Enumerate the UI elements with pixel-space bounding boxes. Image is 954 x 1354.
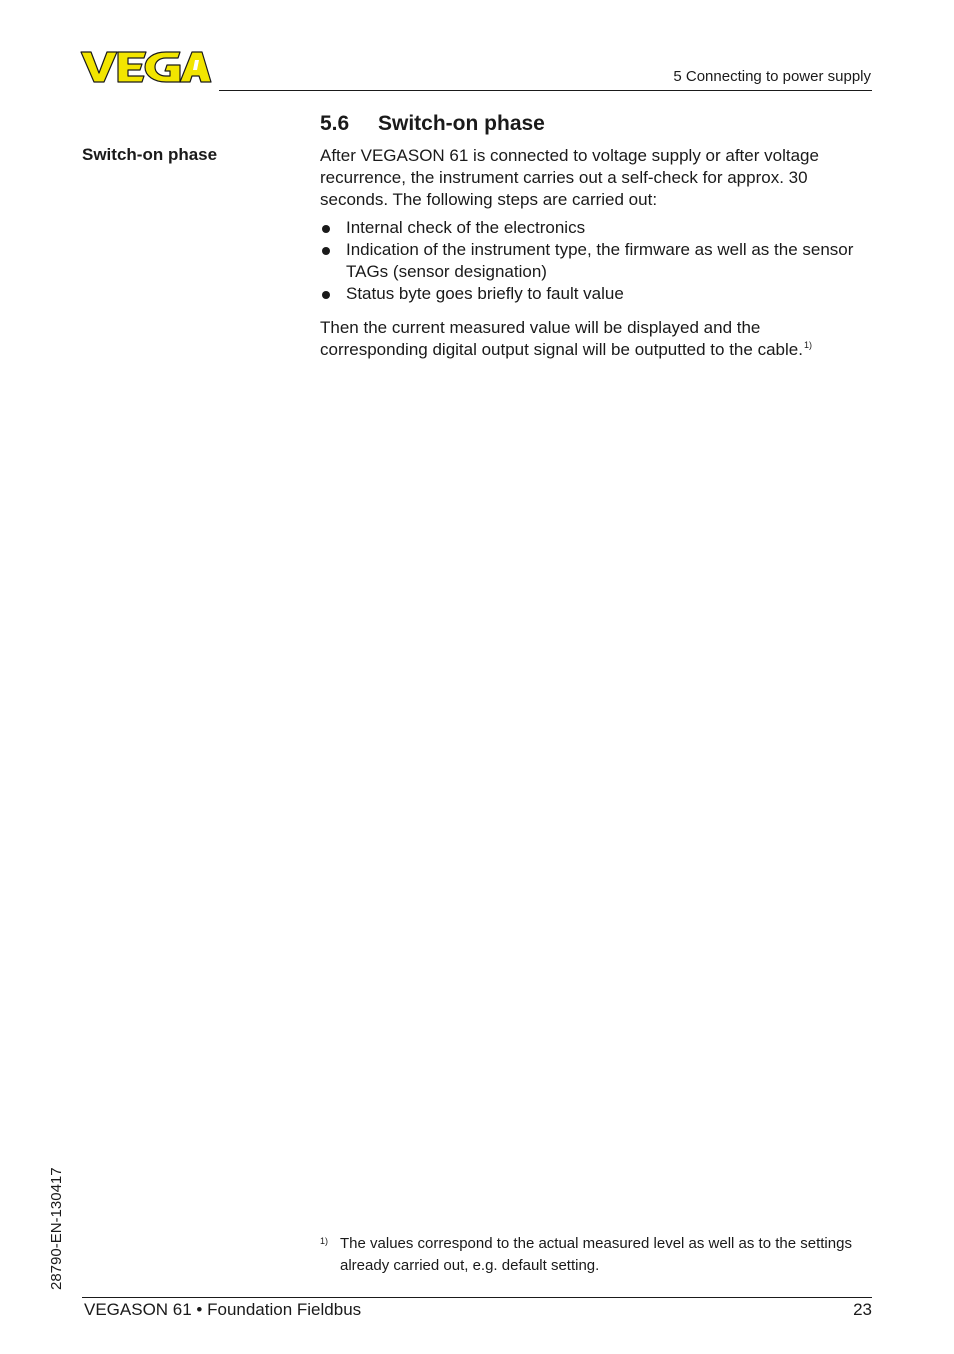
list-item-text: Internal check of the electronics: [346, 218, 586, 237]
list-item: [320, 217, 872, 239]
section-number: 5.6: [320, 112, 350, 135]
header-divider: [219, 90, 872, 91]
list-item: [320, 239, 872, 283]
bullet-icon: [322, 247, 330, 255]
intro-paragraph: After VEGASON 61 is connected to voltage supply or after voltage recurrence, the instrument carries out a self-check for approx. 30 seconds. The following steps are carried out:: [320, 146, 819, 209]
footnote-text: The values correspond to the actual measured level as well as to the settings already carried out, e.g. default setting.: [340, 1235, 852, 1274]
bullet-icon: [322, 225, 330, 233]
steps-list: [320, 217, 872, 305]
page-number: 23: [853, 1300, 872, 1319]
footnote-mark: 1): [320, 1236, 329, 1246]
outro-paragraph: [320, 317, 872, 361]
bullet-icon: [322, 291, 330, 299]
footnote-reference[interactable]: 1): [803, 340, 812, 350]
section-title: Switch-on phase: [378, 112, 545, 135]
outro-text: Then the current measured value will be displayed and the corresponding digital output signal will be outputted to the cable.: [320, 318, 803, 359]
footer-divider: [82, 1297, 872, 1298]
footer-title: VEGASON 61 • Foundation Fieldbus: [84, 1300, 362, 1319]
list-item-text: Status byte goes briefly to fault value: [346, 284, 624, 303]
document-code: 28790-EN-130417: [48, 1167, 65, 1290]
list-item-text: Indication of the instrument type, the firmware as well as the sensor TAGs (sensor designation): [346, 240, 854, 281]
running-header: 5 Connecting to power supply: [673, 68, 871, 85]
margin-label: Switch-on phase: [82, 145, 218, 164]
list-item: [320, 283, 872, 305]
footnote: [320, 1233, 875, 1277]
vega-logo: [80, 50, 212, 84]
section-heading: [320, 112, 545, 136]
